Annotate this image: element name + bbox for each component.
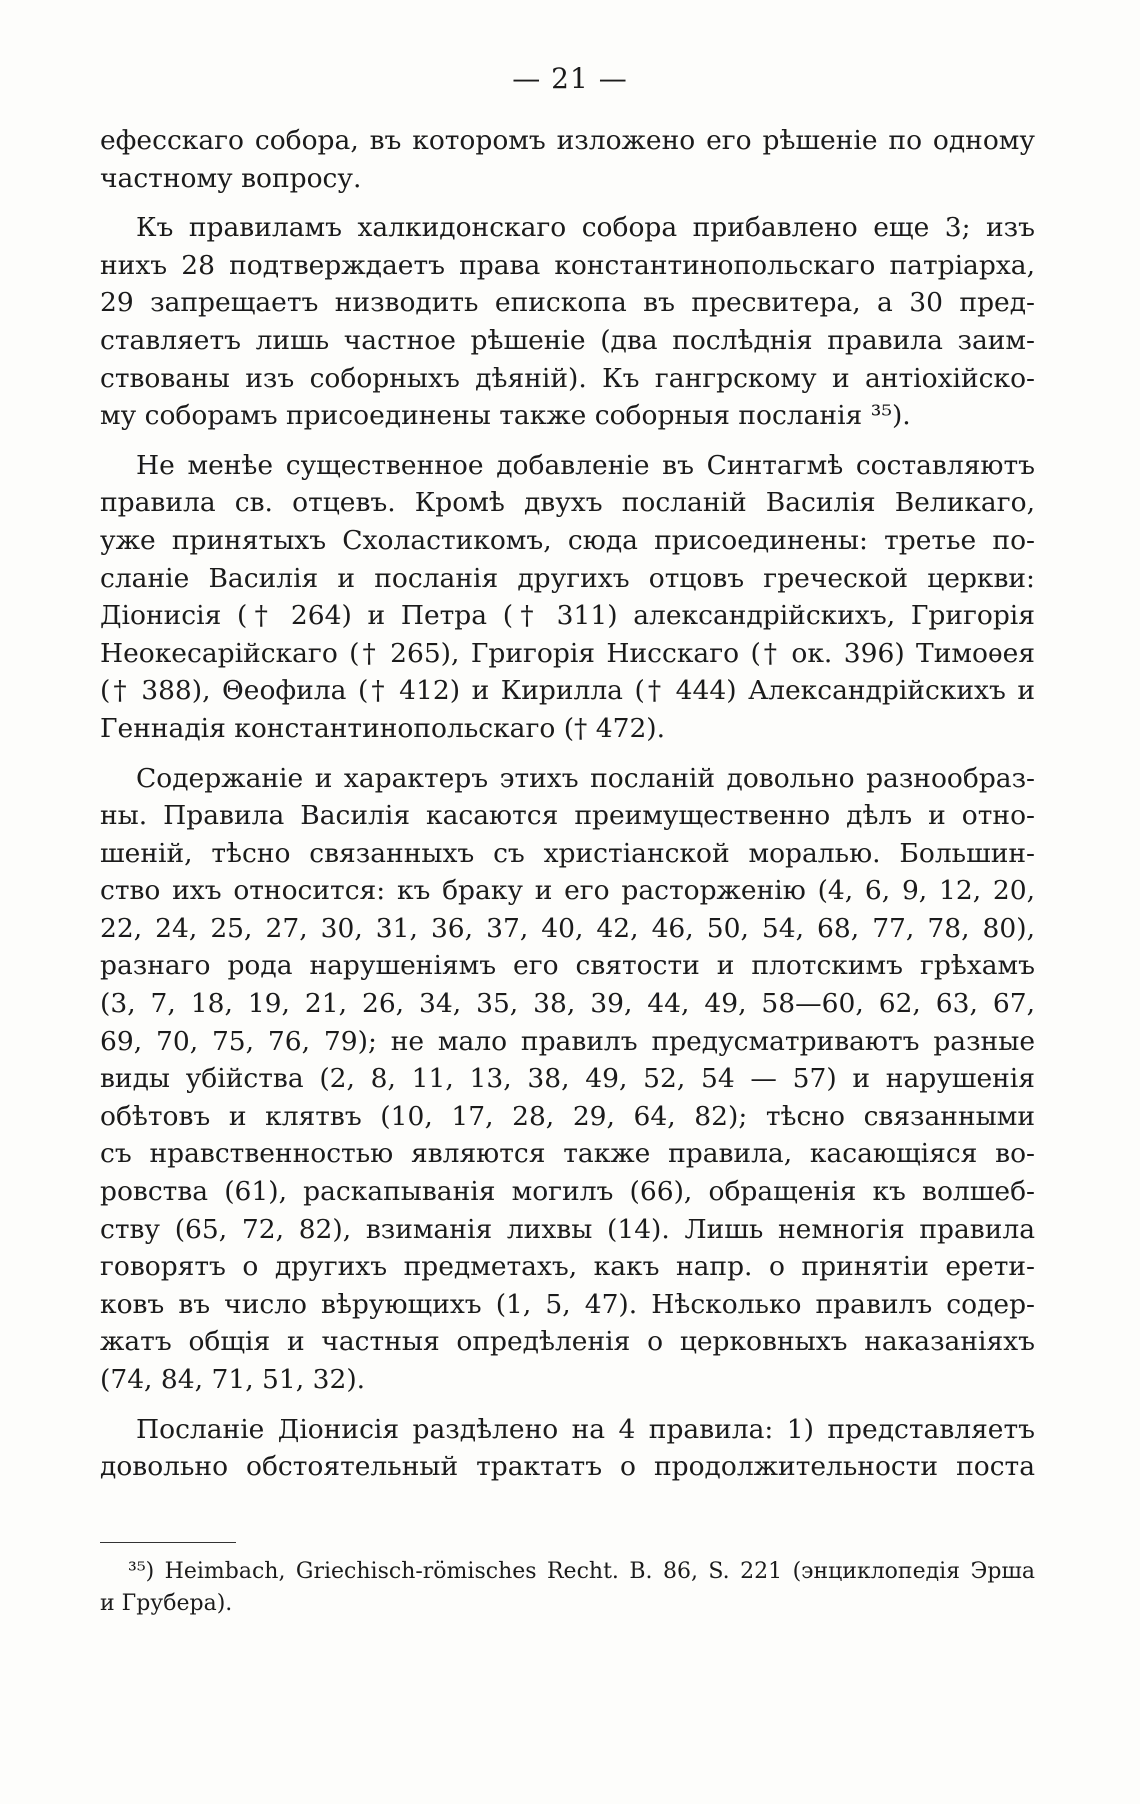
text-line: Къ правиламъ халкидонскаго собора прибавлено еще 3; изъ [136, 212, 1035, 244]
footnote-divider [100, 1542, 236, 1543]
text-line: правила св. отцевъ. Кромѣ двухъ посланій Василія Великаго, [100, 487, 1035, 519]
page-number: — 21 — [512, 62, 628, 95]
text-line: частному вопросу. [100, 162, 362, 194]
footnote-line: ³⁵) Heimbach, Griechisch-römisches Recht. B. 86, S. 221 (энциклопедія Эрша [128, 1559, 1035, 1584]
text-line: ны. Правила Василія касаются преимущественно дѣлъ и отно- [100, 800, 1035, 832]
text-line: ефесскаго собора, въ которомъ изложено его рѣшеніе по одному [100, 125, 1035, 156]
text-line: обѣтовъ и клятвъ (10, 17, 28, 29, 64, 82); тѣсно связанными [100, 1100, 1035, 1132]
text-line: Геннадія константинопольскаго († 472). [100, 712, 666, 744]
text-line: Посланіе Діонисія раздѣлено на 4 правила: 1) представляетъ [136, 1413, 1035, 1445]
text-line: говорятъ о другихъ предметахъ, какъ напр. о принятіи ерети- [100, 1251, 1035, 1283]
paragraph [100, 760, 1035, 1399]
text-line: († 388), Θеофила († 412) и Кирилла († 444) Александрійскихъ и [100, 675, 1035, 707]
footnote-line: и Грубера). [100, 1591, 233, 1616]
paragraph [100, 447, 1035, 748]
paragraph [100, 209, 1035, 435]
text-line: 69, 70, 75, 76, 79); не мало правилъ предусматриваютъ разные [100, 1025, 1035, 1057]
text-line: ставляетъ лишь частное рѣшеніе (два послѣднія правила заим- [100, 324, 1035, 356]
text-line: Неокесарійскаго († 265), Григорія Нисскаго († ок. 396) Тимоѳея [100, 637, 1035, 669]
text-line: съ нравственностью являются также правила, касающіяся во- [100, 1138, 1035, 1170]
text-line: (74, 84, 71, 51, 32). [100, 1364, 366, 1395]
text-line: Содержаніе и характеръ этихъ посланій довольно разнообраз- [136, 762, 1035, 794]
text-line: ство ихъ относится: къ браку и его расторженію (4, 6, 9, 12, 20, [100, 875, 1035, 907]
text-line: нихъ 28 подтверждаетъ права константинопольскаго патріарха, [100, 249, 1035, 281]
text-line: виды убійства (2, 8, 11, 13, 38, 49, 52, 54 — 57) и нарушенія [100, 1063, 1035, 1095]
text-line: ству (65, 72, 82), взиманія лихвы (14). Лишь немногія правила [100, 1213, 1035, 1245]
text-line: довольно обстоятельный трактатъ о продолжительности поста [100, 1451, 1035, 1483]
footnotes [100, 1556, 1035, 1620]
text-line: жатъ общія и частныя опредѣленія о церковныхъ наказаніяхъ [100, 1326, 1035, 1358]
text-line: ствованы изъ соборныхъ дѣяній). Къ гангрскому и антіохійско- [100, 362, 1035, 394]
text-line: Діонисія († 264) и Петра († 311) александрійскихъ, Григорія [100, 600, 1035, 632]
text-line: 22, 24, 25, 27, 30, 31, 36, 37, 40, 42, 46, 50, 54, 68, 77, 78, 80), [100, 912, 1035, 944]
text-line: му соборамъ присоединены также соборныя посланія ³⁵). [100, 400, 911, 432]
text-line: разнаго рода нарушеніямъ его святости и плотскимъ грѣхамъ [100, 950, 1035, 982]
text-line: ковъ въ число вѣрующихъ (1, 5, 47). Нѣсколько правилъ содер- [100, 1288, 1035, 1320]
text-line: Не менѣе существенное добавленіе въ Синтагмѣ составляютъ [136, 449, 1035, 481]
paragraph [100, 1411, 1035, 1486]
main-text [100, 122, 1035, 1498]
text-line: 29 запрещаетъ низводить епископа въ пресвитера, а 30 пред- [100, 287, 1035, 319]
text-line: сланіе Василія и посланія другихъ отцовъ греческой церкви: [100, 562, 1035, 594]
text-line: шеній, тѣсно связанныхъ съ христіанской моралью. Большин- [100, 837, 1035, 869]
text-line: уже принятыхъ Схоластикомъ, сюда присоединены: третье по- [100, 524, 1035, 556]
text-line: (3, 7, 18, 19, 21, 26, 34, 35, 38, 39, 44, 49, 58—60, 62, 63, 67, [100, 988, 1035, 1020]
paragraph [100, 122, 1035, 197]
footnote [100, 1556, 1035, 1620]
text-line: ровства (61), раскапыванія могилъ (66), обращенія къ волшеб- [100, 1176, 1035, 1208]
